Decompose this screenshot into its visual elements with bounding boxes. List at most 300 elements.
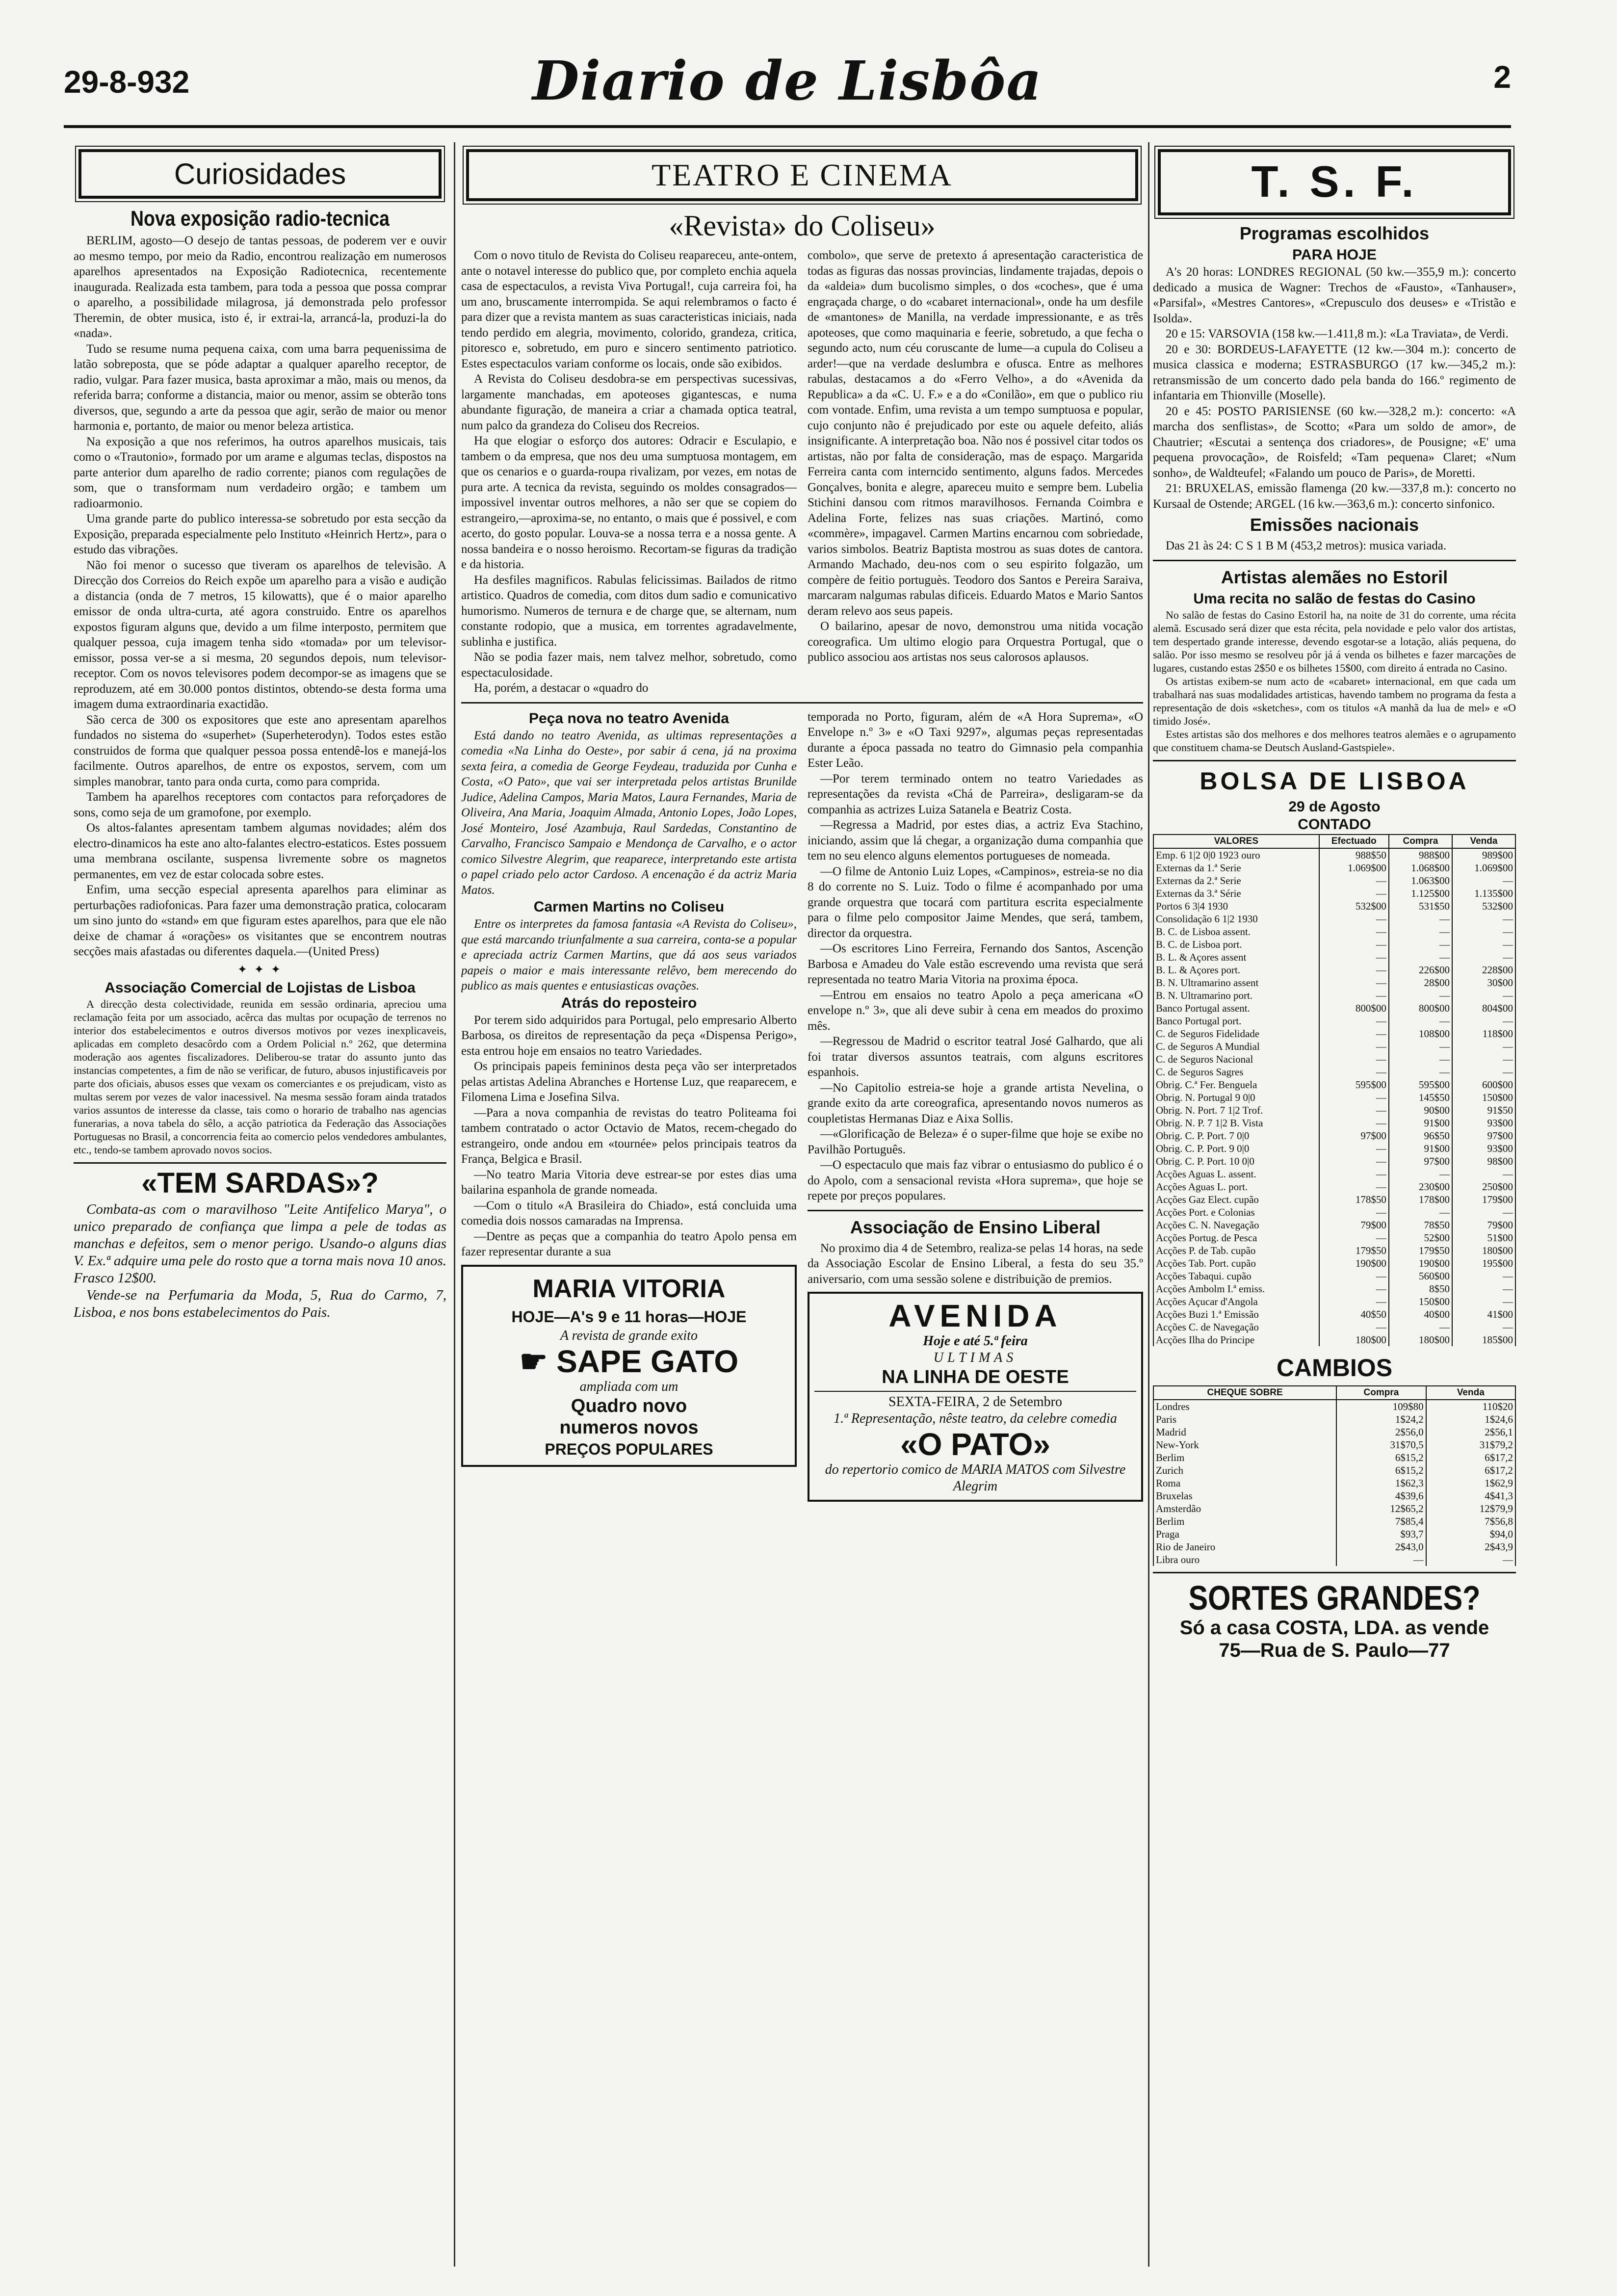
artistas-headline: Artistas alemães no Estoril [1221, 567, 1448, 587]
table-row [1153, 1413, 1515, 1426]
table-cell: — [1389, 1040, 1452, 1053]
avenida-name: AVENIDA [888, 1298, 1062, 1333]
table-row [1153, 938, 1515, 951]
sardas-ad-title: «TEM SARDAS»? [141, 1167, 379, 1199]
table-cell: — [1452, 989, 1515, 1002]
table-row [1153, 1270, 1515, 1282]
table-cell: 178$50 [1319, 1193, 1389, 1206]
table-cell: Acções C. de Navegação [1153, 1321, 1319, 1333]
table-cell: Obrig. N. Portugal 9 0|0 [1153, 1091, 1319, 1104]
table-cell: 1$62,9 [1426, 1477, 1515, 1489]
table-cell: Roma [1153, 1477, 1336, 1489]
article-paragraph: —Dentre as peças que a companhia do teatro Apolo pensa em fazer representar durante a sua [461, 1229, 797, 1258]
table-row [1153, 1553, 1515, 1566]
theatre-news-columns [461, 709, 1143, 1502]
avenida-line3: do repertorio comico de MARIA MATOS com Silvestre Alegrim [825, 1462, 1126, 1494]
column-header: Compra [1389, 835, 1452, 848]
table-row [1153, 1257, 1515, 1270]
table-cell: B. L. & Açores assent [1153, 951, 1319, 964]
table-cell: 6$17,2 [1426, 1451, 1515, 1464]
table-cell: — [1319, 874, 1389, 887]
table-row [1153, 1502, 1515, 1515]
table-cell: 1.063$00 [1389, 874, 1452, 887]
article-paragraph: No salão de festas do Casino Estoril ha, na noite de 31 do corrente, uma récita alemã. Escusado será dizer que esta récita, pela novidade e pelo valor dos artistas, tem despertado grande interesse, devendo esgotar-se a lotação, aliás pequena, do salão. Por isso mesmo se resolveu pôr já á venda os bilhetes e fazer marcações de lugares, custando estas 2$50 e os bilhetes 15$00, com direito á entrada no Casino. [1153, 608, 1516, 674]
table-cell: — [1452, 1206, 1515, 1219]
article-paragraph: —Por terem terminado ontem no teatro Variedades as representações da revista «Chá de Parreira», desligaram-se da companhia as actrizes Luiza Satanela e Beatriz Costa. [808, 772, 1143, 816]
table-row [1153, 1489, 1515, 1502]
table-cell: — [1389, 1321, 1452, 1333]
table-cell: 226$00 [1389, 964, 1452, 976]
table-cell: 600$00 [1452, 1078, 1515, 1091]
table-cell: 2$56,1 [1426, 1426, 1515, 1438]
table-cell: C. de Seguros A Mundial [1153, 1040, 1319, 1053]
table-cell: 96$50 [1389, 1129, 1452, 1142]
table-row [1153, 1231, 1515, 1244]
sortes-line1: Só a casa COSTA, LDA. as vende [1179, 1617, 1489, 1639]
table-cell: Portos 6 3|4 1930 [1153, 900, 1319, 913]
table-cell: — [1389, 1168, 1452, 1180]
table-cell: — [1319, 887, 1389, 900]
table-cell: 8$50 [1389, 1282, 1452, 1295]
table-cell: 560$00 [1389, 1270, 1452, 1282]
article-paragraph: —Para a nova companhia de revistas do teatro Politeama foi tambem contratado o actor Octavio de Matos, recem-chegado do estrangeiro, onde andou em «tournée» pelos principais teatros da França, Belgica e Brasil. [461, 1106, 797, 1166]
program-item: 20 e 45: POSTO PARISIENSE (60 kw.—328,2 m.): concerto: «A marcha dos senflistas», de Scotto; «Para um soldo de amor», de Chautrier; «Escutai a sentença dos criadores», de Pousigne; «E' uma pequena provocação», de Roisfeld; «Tam pequena» Claret; «Num sonho», de Waldteufel; «Falando um pouco de Paris», de Moretti. [1153, 404, 1516, 480]
tsf-section-title: T. S. F. [1158, 149, 1511, 215]
table-row [1153, 1219, 1515, 1231]
table-cell: — [1389, 1066, 1452, 1078]
table-cell: Acções Gaz Elect. cupão [1153, 1193, 1319, 1206]
table-cell: Obrig. C. P. Port. 7 0|0 [1153, 1129, 1319, 1142]
table-cell: Acções Aguas L. port. [1153, 1180, 1319, 1193]
table-cell: Acções Port. e Colonias [1153, 1206, 1319, 1219]
table-cell: — [1319, 1295, 1389, 1308]
table-cell: Acções Tab. Port. cupão [1153, 1257, 1319, 1270]
table-row [1153, 1540, 1515, 1553]
table-cell: — [1452, 1015, 1515, 1027]
table-cell: 118$00 [1452, 1027, 1515, 1040]
article-paragraph: A Revista do Coliseu desdobra-se em perspectivas sucessivas, largamente manchadas, em apoteoses gigantescas, e numa abundante figuração, de maneira a criar a chamada optica teatral, num palco da grandeza do Coliseu dos Recreios. [461, 372, 797, 432]
ensino-article: No proximo dia 4 de Setembro, realiza-se pelas 14 horas, na sede da Associação Escolar de Ensino Liberal, a festa do seu 35.º aniversario, com uma sessão solene e distribuição de premios. [808, 1241, 1143, 1286]
table-cell: Berlim [1153, 1515, 1336, 1528]
table-cell: 1.069$00 [1319, 861, 1389, 874]
article-paragraph: Estes artistas são dos melhores e dos melhores teatros alemães e o agrupamento que constituem chama-se Deutsch Ausland-Gastspiele». [1153, 728, 1516, 754]
table-cell: Acções Tabaqui. cupão [1153, 1270, 1319, 1282]
table-cell: 532$00 [1319, 900, 1389, 913]
show-title: SAPE GATO [556, 1343, 739, 1379]
table-row [1153, 976, 1515, 989]
table-row [1153, 1129, 1515, 1142]
table-cell: Rio de Janeiro [1153, 1540, 1336, 1553]
table-cell: 6$17,2 [1426, 1464, 1515, 1477]
curiosidades-column [74, 142, 446, 2267]
article-paragraph: —No teatro Maria Vitoria deve estrear-se por estes dias uma bailarina espanhola de grande nomeada. [461, 1168, 797, 1197]
table-cell: — [1389, 938, 1452, 951]
table-row [1153, 989, 1515, 1002]
section-rule [1153, 760, 1516, 761]
table-cell: C. de Seguros Fidelidade [1153, 1027, 1319, 1040]
table-cell: — [1319, 1180, 1389, 1193]
radio-exhibition-article [74, 233, 446, 960]
table-cell: 1$24,6 [1426, 1413, 1515, 1426]
table-cell: — [1319, 938, 1389, 951]
table-row [1153, 848, 1515, 861]
table-cell: 804$00 [1452, 1002, 1515, 1015]
table-cell: 91$50 [1452, 1104, 1515, 1117]
table-row [1153, 925, 1515, 938]
article-paragraph: Os principais papeis femininos desta peça vão ser interpretados pelas artistas Adelina Abranches e Hortense Luz, que reaparecem, e Filomena Lima e Josefina Silva. [461, 1060, 797, 1104]
table-cell: B. C. de Lisboa port. [1153, 938, 1319, 951]
table-cell: Paris [1153, 1413, 1336, 1426]
table-cell: — [1389, 1015, 1452, 1027]
table-cell: 531$50 [1389, 900, 1452, 913]
table-cell: Amsterdão [1153, 1502, 1336, 1515]
table-row [1153, 887, 1515, 900]
table-cell: 1.069$00 [1452, 861, 1515, 874]
table-cell: Acções P. de Tab. cupão [1153, 1244, 1319, 1257]
table-cell: Acções Ilha do Principe [1153, 1333, 1319, 1346]
table-cell: C. de Seguros Nacional [1153, 1053, 1319, 1066]
bolsa-title: BOLSA DE LISBOA [1200, 767, 1469, 795]
coliseu-article [461, 248, 1143, 696]
table-cell: — [1452, 951, 1515, 964]
maria-vitoria-times: HOJE—A's 9 e 11 horas—HOJE [511, 1307, 747, 1326]
program-item: 20 e 15: VARSOVIA (158 kw.—1.411,8 m.): «La Traviata», de Verdi. [1166, 327, 1509, 340]
table-cell: 185$00 [1452, 1333, 1515, 1346]
ensino-headline: Associação de Ensino Liberal [850, 1217, 1101, 1237]
table-cell: 989$00 [1452, 848, 1515, 861]
table-row [1153, 1078, 1515, 1091]
article-paragraph: —Os escritores Lino Ferreira, Fernando dos Santos, Ascenção Barbosa e Amadeu do Vale estão escrevendo uma revista que será representada no teatro Maria Vitoria na proxima época. [808, 942, 1143, 986]
table-cell: — [1452, 1053, 1515, 1066]
table-row [1153, 900, 1515, 913]
table-cell: — [1452, 925, 1515, 938]
table-cell: 178$00 [1389, 1193, 1452, 1206]
table-cell: 97$00 [1319, 1129, 1389, 1142]
cambios-table-body [1153, 1400, 1515, 1566]
maria-vitoria-quadro: Quadro novo [571, 1395, 687, 1416]
table-row [1153, 1438, 1515, 1451]
table-cell: B. C. de Lisboa assent. [1153, 925, 1319, 938]
table-cell: B. L. & Açores port. [1153, 964, 1319, 976]
table-row [1153, 1040, 1515, 1053]
table-cell: 91$00 [1389, 1142, 1452, 1155]
program-item: 21: BRUXELAS, emissão flamenga (20 kw.—337,8 m.): concerto no Kursaal de Ostende; ARGEL (16 kw.—363,6 m.): concerto sinfonico. [1153, 482, 1516, 511]
table-cell: — [1319, 913, 1389, 925]
table-cell: 4$41,3 [1426, 1489, 1515, 1502]
article-paragraph: combolo», que serve de pretexto á apresentação caracteristica de todas as figuras das nossas provincias, lindamente trajadas, depois o da «aldeia» dum bucolismo simples, o dos «coches», que é uma engraçada charge, o do «cabaret internacional», onde ha um desfile de «mantones» de Manilla, na verdade impressionante, e as três apoteoses, que como maquinaria e feerie, sobretudo, a que fecha o segundo acto, num céu coruscante de lume—a cupula do Coliseu a arder!—que na verdade deslumbra e ofusca. Entre as melhores rabulas, destacamos a do «Ferro Velho», a do «Avenida da Republica» a da «C. U. F.» e a do «Conilão», em que o publico riu com vontade. Enfim, uma revista a um tempo sumptuosa e popular, cujo conjunto não é prejudicado por este ou aquele defeito, aliás insignificante. A interpretação boa. Não nos é possivel citar todos os artistas, não por falta de consideração, mas de espaço. Margarida Ferreira canta com interncido sentimento, alguns fados. Mercedes Gonçalves, bonita e alegre, apareceu muito e sempre bem. Lubelia Stichini dansou com ritmos maravilhosos. Fernanda Coimbra e Adelina Forte, felizes nas suas criações. Martinó, como «commère», impagavel. Carmen Martins encarnou com sobriedade, varios simbolos. Beatriz Baptista mostrou as suas dotes de cantora. Armando Machado, deu-nos com o seu espirito folgazão, um compère de feitio portuguès. Teodoro dos Santos e Pereira Saraiva, marcaram nalgumas rabulas dificeis. Eduardo Matos e Mario Santos deram relevo aos seus papeis. [808, 249, 1143, 618]
table-cell: Acções C. N. Navegação [1153, 1219, 1319, 1231]
table-row [1153, 1400, 1515, 1413]
table-cell: 250$00 [1452, 1180, 1515, 1193]
table-cell: 190$00 [1389, 1257, 1452, 1270]
table-cell: 93$00 [1452, 1142, 1515, 1155]
table-cell: 6$15,2 [1336, 1451, 1426, 1464]
issue-date: 29-8-932 [64, 64, 190, 100]
avenida-show: NA LINHA DE OESTE [882, 1367, 1069, 1387]
column-header: Compra [1336, 1386, 1426, 1400]
table-cell: 180$00 [1389, 1333, 1452, 1346]
sardas-ad-text: Combata-as com o maravilhoso "Leite Antifelico Marya", o unico preparado de confiança que limpa a pele de todas as manchas e defeitos, sem o menor perigo. Usando-o alguns dias V. Ex.ª adquire uma pele do rosto que a torna mais nova 10 anos. Frasco 12$00. [74, 1201, 446, 1286]
table-cell: Acções Aguas L. assent. [1153, 1168, 1319, 1180]
article-paragraph: Com o novo titulo de Revista do Coliseu reapareceu, ante-ontem, ante o notavel interesse do publico que, por completo enchia aquela casa de espectaculos, a revista Viva Portugal!, cuja carreira foi, ha um ano, bruscamente interrompida. Se aqui relembramos o facto é para dizer que a revista mantem as suas caracteristicas iniciais, nada tendo perdido em alegria, movimento, colorido, grandeza, critica, pitoresco e, sobretudo, em puro e sincero sentimento patriotico. Estes espectaculos variam conforme os locais, onde são exibidos. [461, 249, 797, 370]
avenida-date: SEXTA-FEIRA, 2 de Setembro [814, 1391, 1136, 1410]
table-cell: — [1452, 938, 1515, 951]
table-cell: — [1319, 989, 1389, 1002]
article-paragraph: —Regressou de Madrid o escritor teatral José Galhardo, que ali foi tratar diversos assuntos teatrais, com alguns escritores espanhois. [808, 1035, 1143, 1079]
table-cell: 41$00 [1452, 1308, 1515, 1321]
table-row [1153, 1321, 1515, 1333]
table-cell: 2$56,0 [1336, 1426, 1426, 1438]
table-row [1153, 1015, 1515, 1027]
table-cell: 988$50 [1319, 848, 1389, 861]
table-cell: 228$00 [1452, 964, 1515, 976]
article-paragraph: Enfim, uma secção especial apresenta aparelhos para eliminar as perturbações radiofonicas. Para fazer uma demonstração pratica, colocaram um sino junto do «stand» em que figuram estes aparelhos, para que ele não deixe de chamar á «orações» os visitantes que se encontrem noutras secções mais afastadas ou diferentes daquela.—(United Press) [74, 883, 446, 958]
table-cell: Acções Portug. de Pesca [1153, 1231, 1319, 1244]
table-row [1153, 1426, 1515, 1438]
coliseu-headline: «Revista» do Coliseu» [669, 209, 936, 242]
table-cell: Banco Portugal port. [1153, 1015, 1319, 1027]
column-header: Venda [1452, 835, 1515, 848]
table-cell: — [1319, 925, 1389, 938]
table-cell: Consolidação 6 1|2 1930 [1153, 913, 1319, 925]
table-cell: — [1319, 1168, 1389, 1180]
table-cell: — [1389, 989, 1452, 1002]
table-cell: $93,7 [1336, 1528, 1426, 1540]
sortes-title: SORTES GRANDES? [1188, 1578, 1481, 1617]
section-rule [1153, 560, 1516, 561]
table-cell: C. de Seguros Sagres [1153, 1066, 1319, 1078]
table-cell: Obrig. N. Port. 7 1|2 Trof. [1153, 1104, 1319, 1117]
table-cell: 109$80 [1336, 1400, 1426, 1413]
sardas-ad-shops: Vende-se na Perfumaria da Moda, 5, Rua do Carmo, 7, Lisboa, e nos bons estabelecimentos do Pais. [74, 1287, 446, 1320]
table-cell: — [1319, 1117, 1389, 1129]
table-cell: — [1336, 1553, 1426, 1566]
table-cell: — [1319, 964, 1389, 976]
masthead-rule [64, 125, 1511, 128]
lojistas-headline: Associação Comercial de Lojistas de Lisboa [104, 979, 416, 996]
article-paragraph: —Entrou em ensaios no teatro Apolo a peça americana «O envelope n.º 3», que ali deve subir à cena em meados do proximo mês. [808, 988, 1143, 1033]
table-cell: 988$00 [1389, 848, 1452, 861]
table-cell: — [1389, 1053, 1452, 1066]
table-row [1153, 1027, 1515, 1040]
table-cell: 98$00 [1452, 1155, 1515, 1168]
table-row [1153, 1528, 1515, 1540]
table-cell: 800$00 [1389, 1002, 1452, 1015]
table-cell: — [1319, 1270, 1389, 1282]
bolsa-contado: CONTADO [1298, 816, 1371, 833]
table-cell: — [1319, 1206, 1389, 1219]
table-cell: 79$00 [1452, 1219, 1515, 1231]
article-paragraph: Não se podia fazer mais, nem talvez melhor, sobretudo, como espectaculosidade. [461, 651, 797, 679]
table-cell: 1$24,2 [1336, 1413, 1426, 1426]
table-cell: — [1319, 1027, 1389, 1040]
article-paragraph: São cerca de 300 os expositores que este ano apresentam aparelhos fundados no sistema do «superhet» (Superheterodyn). Todos estes estão construidos de forma que qualquer pessoa possa entendê-los e manejá-los facilmente. Outros aparelhos, de entre os expostos, servem, com um simples manobrar, tanto para onda curta, como para comprida. [74, 713, 446, 788]
table-cell: 51$00 [1452, 1231, 1515, 1244]
table-cell: 532$00 [1452, 900, 1515, 913]
table-cell: Externas da 1.ª Serie [1153, 861, 1319, 874]
table-cell: 78$50 [1389, 1219, 1452, 1231]
table-cell: 40$00 [1389, 1308, 1452, 1321]
table-cell: 31$70,5 [1336, 1438, 1426, 1451]
table-row [1153, 1155, 1515, 1168]
table-cell: B. N. Ultramarino port. [1153, 989, 1319, 1002]
table-cell: 12$65,2 [1336, 1502, 1426, 1515]
table-cell: — [1319, 1015, 1389, 1027]
table-row [1153, 1091, 1515, 1104]
table-cell: 179$50 [1319, 1244, 1389, 1257]
article-paragraph: Ha que elogiar o esforço dos autores: Odracir e Esculapio, e tambem o da empresa, que nos deu uma sumptuosa montagem, em que os cenarios e o guarda-roupa rivalizam, por vezes, em notas de pura arte. A tecnica da revista, seguindo os moldes consagrados—impossivel inventar outros melhores, a não ser que se copiem do estrangeiro,—aproxima-se, no entanto, o mais que é possivel, e com acerto, do gosto popular. Louva-se a nossa terra e a nossa gente. A nossa bandeira e o nosso heroismo. Recortam-se figuras da tradição e da historia. [461, 434, 797, 571]
table-cell: — [1319, 1282, 1389, 1295]
table-cell: — [1452, 1282, 1515, 1295]
table-cell: Acções Ambolm I.ª emiss. [1153, 1282, 1319, 1295]
table-row [1153, 1104, 1515, 1117]
sortes-line2: 75—Rua de S. Paulo—77 [1219, 1639, 1450, 1661]
table-cell: Externas da 3.ª Série [1153, 887, 1319, 900]
ornament-divider: ✦ ✦ ✦ [237, 963, 283, 976]
teatro-cinema-column [461, 142, 1143, 2267]
program-item: 20 e 30: BORDEUS-LAFAYETTE (12 kw.—304 m.): concerto de musica classica e moderna; ESTRASBURGO (17 kw.—345,2 m.): retransmissão de um concerto dado pela banda do 166.º regimento de infantaria em Thionville (Moselle). [1153, 342, 1516, 402]
section-rule [74, 1162, 446, 1164]
article-paragraph: Ha, porém, a destacar o «quadro do [474, 681, 649, 695]
table-cell: 180$00 [1319, 1333, 1389, 1346]
avenida-show2: «O PATO» [900, 1427, 1050, 1462]
table-cell: Acções Açucar d'Angola [1153, 1295, 1319, 1308]
table-cell: — [1452, 874, 1515, 887]
page-number: 2 [1493, 59, 1511, 95]
table-cell: 1.125$00 [1389, 887, 1452, 900]
table-cell: 2$43,0 [1336, 1540, 1426, 1553]
table-cell: 28$00 [1389, 976, 1452, 989]
table-cell: 1.068$00 [1389, 861, 1452, 874]
table-row [1153, 1451, 1515, 1464]
table-row [1153, 1295, 1515, 1308]
table-cell: 7$85,4 [1336, 1515, 1426, 1528]
table-cell: 93$00 [1452, 1117, 1515, 1129]
table-row [1153, 1168, 1515, 1180]
table-cell: — [1389, 1206, 1452, 1219]
table-cell: Bruxelas [1153, 1489, 1336, 1502]
table-cell: 800$00 [1319, 1002, 1389, 1015]
avenida-ad [808, 1292, 1143, 1502]
table-cell: New-York [1153, 1438, 1336, 1451]
maria-vitoria-ad [461, 1265, 797, 1467]
table-cell: — [1319, 1321, 1389, 1333]
avenida-headline: Peça nova no teatro Avenida [529, 710, 729, 727]
table-cell: 97$00 [1389, 1155, 1452, 1168]
table-cell: — [1452, 1270, 1515, 1282]
table-cell: — [1452, 1040, 1515, 1053]
article-paragraph: —O filme de Antonio Luiz Lopes, «Campinos», estreia-se no dia 8 do corrente no S. Luiz. Todo o filme é acompanhado por uma grande orquestra que tocará com partitura escrita especialmente para o filme pelo compositor Jaime Mendes, que será, tambem, director da orquestra. [808, 864, 1143, 940]
column-header: Venda [1426, 1386, 1515, 1400]
table-cell: 179$50 [1389, 1244, 1452, 1257]
table-cell: — [1319, 1104, 1389, 1117]
table-cell: Libra ouro [1153, 1553, 1336, 1566]
article-paragraph: Na exposição a que nos referimos, ha outros aparelhos musicais, tais como o «Trautonio», formado por um arame e algumas teclas, dispostos na parte anterior dum aparelho de radio corrente; pianos com regulações de som, que o transformam num verdadeiro orgão; e tambem um radioarmonio. [74, 435, 446, 510]
avenida-line1: Hoje e até 5.ª feira [923, 1333, 1028, 1349]
table-cell: — [1319, 1142, 1389, 1155]
maria-vitoria-tag: A revista de grande exito [560, 1328, 698, 1343]
table-cell: 12$79,9 [1426, 1502, 1515, 1515]
table-cell: Acções Buzi 1.ª Emissão [1153, 1308, 1319, 1321]
curiosidades-section-title: Curiosidades [78, 149, 442, 199]
table-row [1153, 1193, 1515, 1206]
table-row [1153, 861, 1515, 874]
article-paragraph: Ha desfiles magnificos. Rabulas felicissimas. Bailados de ritmo artistico. Quadros de comedia, com ditos dum sadio e comunicativo humorismo. Numeros de ternura e de charge que, se alternam, num constante rodopio, que a musica, em torrentes agradavelmente, sublinha e justifica. [461, 573, 797, 649]
section-rule [461, 702, 1143, 704]
table-row [1153, 1477, 1515, 1489]
table-cell: — [1319, 976, 1389, 989]
column-divider [1148, 142, 1149, 2267]
table-cell: — [1319, 1231, 1389, 1244]
table-cell: 150$00 [1452, 1091, 1515, 1104]
article-paragraph: Não foi menor o sucesso que tiveram os aparelhos de televisão. A Direcção dos Correios do Reich expõe um aparelho para a visão e audição a distancia (onda de 7 metros, 15 kilowatts), que é o maior aparelho emissor de onda ultra-curta, até agora construido. Entre os aparelhos expostos figuram alguns que, devido a um filme interposto, permitem que qualquer pessoa, cuja imagem tenha sido «tomada» por um televisor-emissor, possa ver-se a si mesma, 20 segundos depois, num televisor-receptor. Com os novos televisores podem decompor-se as imagens que se reproduzem, até em 30.000 pontos distintos, obtendo-se desta forma uma imagem duma extraordinaria exactidão. [74, 558, 446, 711]
table-cell: — [1452, 1321, 1515, 1333]
maria-vitoria-tag2: ampliada com um [579, 1379, 678, 1394]
table-cell: 1$62,3 [1336, 1477, 1426, 1489]
table-cell: 90$00 [1389, 1104, 1452, 1117]
table-cell: Obrig. C. P. Port. 10 0|0 [1153, 1155, 1319, 1168]
avenida-article: Está dando no teatro Avenida, as ultimas representações a comedia «Na Linha do Oeste», por sabir á cena, já na proxima sexta feira, a comedia de George Feydeau, traduzida por Cunha e Costa, «O Pato», que vai ser interpretada pelos artistas Brunilde Judice, Adelina Campos, Maria Matos, Laura Fernandes, Maria de Oliveira, Ana Maria, Joaquim Almada, Antonio Lopes, João Lopes, José Monteiro, José Azambuja, Raul Sardedas, Constantino de Carvalho, Francisco Sampaio e Mendonça de Carvalho, e o actor comico Silvestre Alegrim, que reaparece, interpretando este artista o papel criado pelo actor Cardoso. A encenação é da actriz Maria Matos. [461, 729, 797, 897]
table-cell: — [1319, 1066, 1389, 1078]
article-paragraph: Por terem sido adquiridos para Portugal, pelo empresario Alberto Barbosa, os direitos de representação da peça «Dispensa Perigo», esta entrou hoje em ensaios no teatro Variedades. [461, 1013, 797, 1058]
article-paragraph: O bailarino, apesar de novo, demonstrou uma nitida vocação coreografica. Um ultimo elogio para Orquestra Portugal, que o publico associou aos artistas nos seus calorosos aplausos. [808, 620, 1143, 664]
table-row [1153, 1515, 1515, 1528]
table-cell: 180$00 [1452, 1244, 1515, 1257]
article-paragraph: temporada no Porto, figuram, além de «A Hora Suprema», «O Envelope n.º 3» e «O Taxi 9297», algumas peças representadas durante a época passada no teatro do Gimnasio pela companhia Ester Leão. [808, 710, 1143, 770]
table-cell: — [1389, 913, 1452, 925]
table-cell: 1.135$00 [1452, 887, 1515, 900]
program-item: A's 20 horas: LONDRES REGIONAL (50 kw.—355,9 m.): concerto dedicado a musica de Wagner: Trechos de «Fausto», «Tanhauser», «Parsifal», «Mestres Cantores», «Crepusculo dos deuses» e «Tristão e Isolda». [1153, 265, 1516, 325]
article-paragraph: —O espectaculo que mais faz vibrar o entusiasmo do publico é o do Apolo, com a sensacional revista «Hora suprema», que hoje se repete por preços populares. [808, 1158, 1143, 1202]
table-cell: — [1452, 1066, 1515, 1078]
table-cell: 179$00 [1452, 1193, 1515, 1206]
table-cell: 30$00 [1452, 976, 1515, 989]
article-paragraph: —«Glorificação de Beleza» é o super-filme que hoje se exibe no Pavilhão Português. [808, 1127, 1143, 1156]
table-cell: Londres [1153, 1400, 1336, 1413]
table-cell: Obrig. C.ª Fer. Benguela [1153, 1078, 1319, 1091]
table-cell: 31$79,2 [1426, 1438, 1515, 1451]
tsf-column [1153, 142, 1516, 2267]
table-cell: Berlim [1153, 1451, 1336, 1464]
table-cell: Praga [1153, 1528, 1336, 1540]
maria-vitoria-show [468, 1344, 790, 1379]
table-cell: — [1452, 1168, 1515, 1180]
article-paragraph: Os altos-falantes apresentam tambem algumas novidades; além dos electro-dinamicos ha este ano alto-falantes electro-estaticos. Estes possuem uma membrana oscilante, suspensa livremente sobre os magnetos permanentes, em vez de estar colocada sobre estes. [74, 821, 446, 881]
emissoes-headline: Emissões nacionais [1250, 515, 1419, 535]
article-paragraph: BERLIM, agosto—O desejo de tantas pessoas, de poderem ver e ouvir ao mesmo tempo, por meio da Radio, encontrou realização em numerosos aparelhos apresentados na Exposição Radiotecnica, recentemente inaugurada. Realizada esta tambem, para toda a pessoa que possa comprar o aparelho, a possibilidade milagrosa, já demonstrada pelo professor Theremin, de obter musica, isto é, ir extrai-la, arrancá-la, produzi-la do «nada». [74, 234, 446, 340]
table-cell: — [1319, 1091, 1389, 1104]
table-cell: Banco Portugal assent. [1153, 1002, 1319, 1015]
column-header: Efectuado [1319, 835, 1389, 848]
table-header-row [1153, 835, 1515, 848]
column-header: CHEQUE SOBRE [1153, 1386, 1336, 1400]
table-row [1153, 964, 1515, 976]
para-hoje-label: PARA HOJE [1292, 247, 1377, 263]
table-cell: 190$00 [1319, 1257, 1389, 1270]
table-cell: 7$56,8 [1426, 1515, 1515, 1528]
table-cell: 91$00 [1389, 1117, 1452, 1129]
bolsa-table [1153, 834, 1516, 1346]
bolsa-date: 29 de Agosto [1288, 798, 1381, 815]
table-row [1153, 1464, 1515, 1477]
article-paragraph: Tambem ha aparelhos receptores com contactos para reforçadores de sons, como seja de um gramofone, por exemplo. [74, 790, 446, 819]
article-paragraph: Tudo se resume numa pequena caixa, com uma barra pequenissima de latão sobreposta, que se póde adaptar a qualquer aparelho receptor, de radio, vulgar. Para fazer musica, basta aproximar a mão, mais ou menos, da referida barra; conforme a distancia, maior ou menor, assim se obterão tons diversos, que, segundo a arte da pessoa que agir, serão de maior ou menor harmonia e, portanto, de maior ou menor beleza artistica. [74, 342, 446, 433]
column-divider [454, 142, 455, 2267]
maria-vitoria-precos: PREÇOS POPULARES [545, 1440, 713, 1458]
section-rule [808, 1210, 1143, 1211]
table-cell: $94,0 [1426, 1528, 1515, 1540]
table-cell: Obrig. C. P. Port. 9 0|0 [1153, 1142, 1319, 1155]
